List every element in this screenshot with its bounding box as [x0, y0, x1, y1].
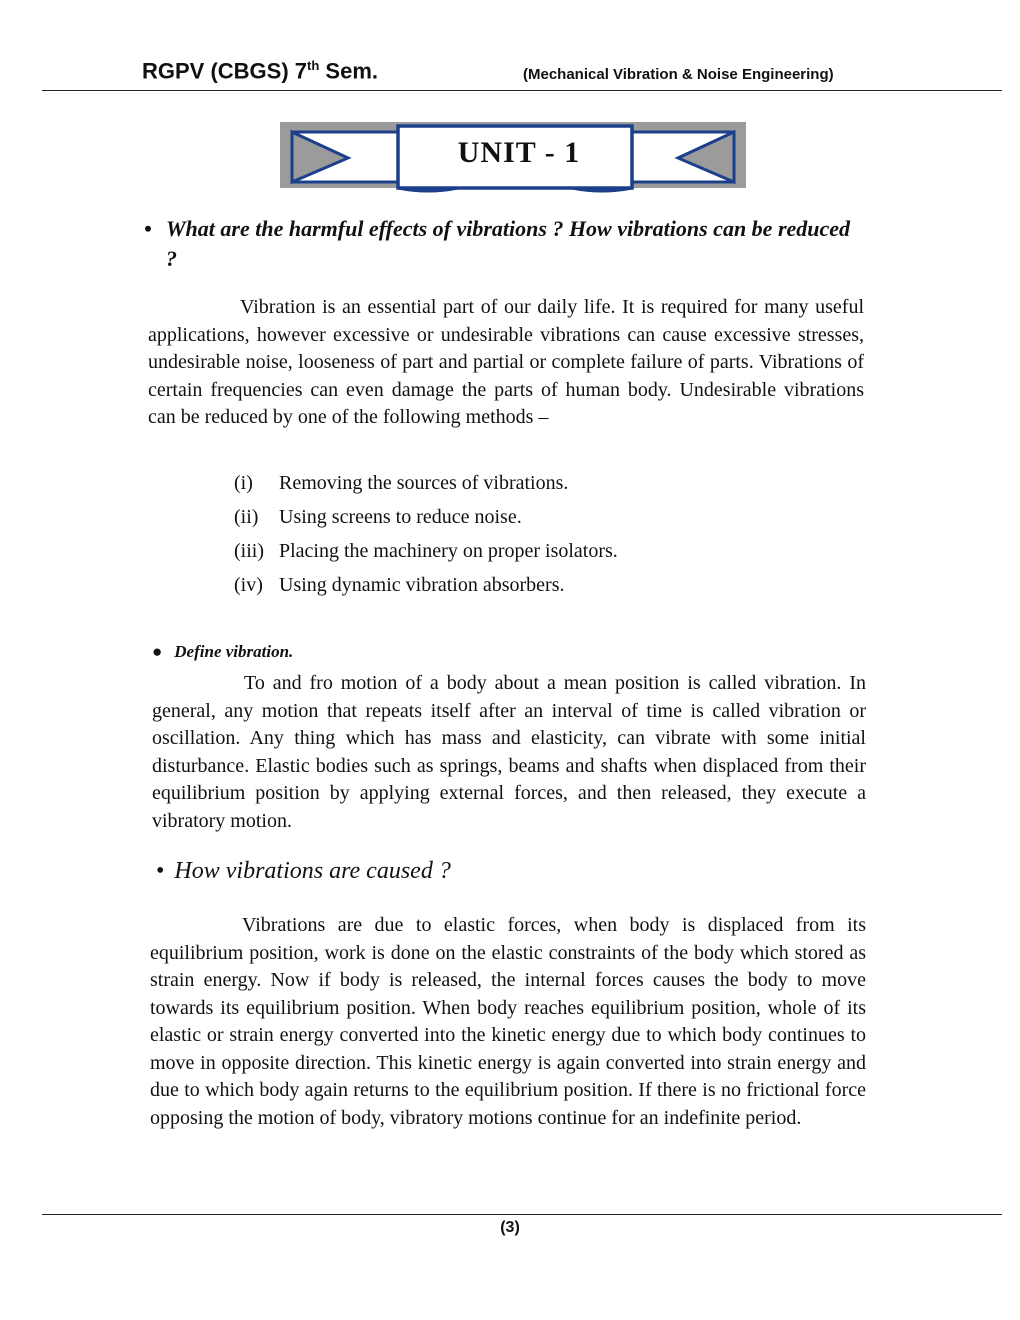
course-suffix: Sem. — [319, 58, 379, 84]
paragraph-text: Vibrations are due to elastic forces, when body is displaced from its equilibrium position, work is done on the elastic constraints of the body which stored as strain energy. Now if body is released, the internal forces causes the body to move towards its equilibrium position. When body reaches equilibrium position, whole of its elastic or strain energy converted into the kinetic energy due to which body continues to move in opposite direction. This kinetic energy is again converted into strain energy and due to which body again returns to the equilibrium position. If there is no frictional force opposing the motion of body, vibratory motions continue for an indefinite period. — [150, 914, 866, 1129]
question-how-caused — [156, 858, 451, 885]
unit-banner — [278, 118, 748, 194]
question-define-vibration — [152, 642, 293, 662]
course-superscript: th — [307, 58, 320, 73]
list-item — [234, 534, 618, 568]
paragraph-define-vibration — [152, 670, 866, 835]
question-text: What are the harmful effects of vibrations ? How vibrations can be reduced ? — [166, 216, 851, 271]
question-text: How vibrations are caused ? — [174, 858, 451, 884]
bullet-icon: • — [156, 858, 165, 884]
list-item-text: Placing the machinery on proper isolators. — [279, 540, 618, 562]
reduction-methods-list — [234, 466, 618, 602]
list-item — [234, 466, 618, 500]
list-item-number: (iii) — [234, 540, 264, 562]
list-item-text: Removing the sources of vibrations. — [279, 472, 569, 494]
course-title — [142, 58, 378, 84]
list-item-number: (iv) — [234, 574, 263, 596]
page-header — [0, 52, 1020, 92]
paragraph-text: Vibration is an essential part of our daily life. It is required for many useful applications, however excessive or undesirable vibrations can cause excessive stresses, undesirable noise, looseness of part and partial or complete failure of parts. Vibrations of certain frequencies can even damage the parts of human body. Undesirable vibrations can be reduced by one of the following methods – — [148, 296, 864, 428]
footer-rule — [42, 1214, 1002, 1215]
list-item — [234, 500, 618, 534]
list-item-text: Using screens to reduce noise. — [279, 506, 522, 528]
question-harmful-effects — [146, 214, 866, 274]
course-name: RGPV (CBGS) 7 — [142, 58, 308, 84]
list-item — [234, 568, 618, 602]
question-text: Define vibration. — [174, 642, 294, 661]
list-item-text: Using dynamic vibration absorbers. — [279, 574, 565, 596]
paragraph-text: To and fro motion of a body about a mean position is called vibration. In general, any motion that repeats itself after an interval of time is called vibration or oscillation. Any thing which has mass and elasticity, can vibrate with some initial disturbance. Elastic bodies such as springs, beams and shafts when displaced from their equilibrium position by applying external forces, and then released, they execute a vibratory motion. — [152, 672, 866, 832]
paragraph-how-caused — [150, 912, 866, 1132]
bullet-icon: • — [144, 216, 152, 241]
page-number: (3) — [500, 1219, 520, 1236]
paragraph-vibration-intro — [148, 294, 864, 432]
list-item-number: (i) — [234, 472, 253, 494]
unit-title: UNIT - 1 — [457, 136, 581, 169]
list-item-number: (ii) — [234, 506, 259, 528]
subject-title: (Mechanical Vibration & Noise Engineering) — [523, 66, 834, 83]
header-rule — [42, 90, 1002, 91]
bullet-icon: ● — [152, 642, 163, 661]
